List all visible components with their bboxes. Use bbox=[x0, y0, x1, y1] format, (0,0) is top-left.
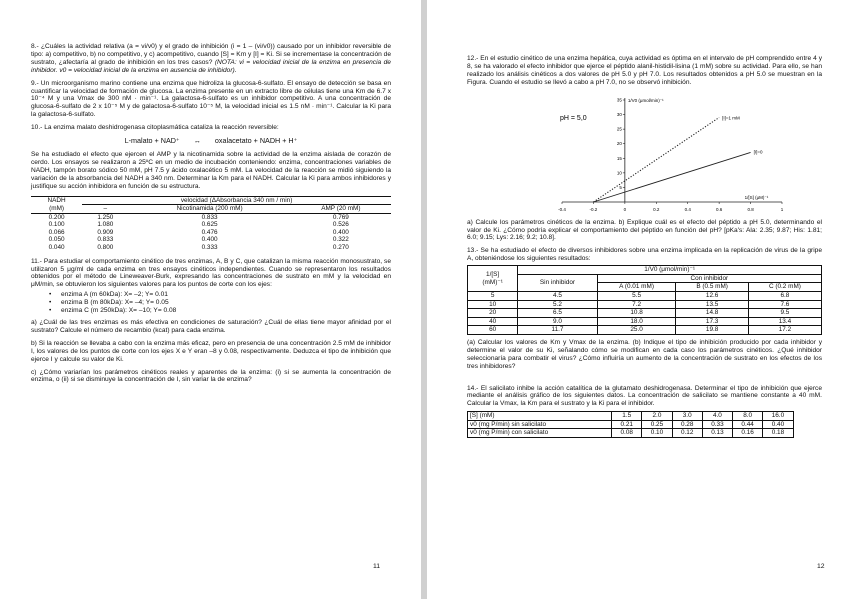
question-12: 12.- En el estudio cinético de una enzima hepática, cuya actividad es óptima en el intervalo de pH comprendido entre 4 y 8, se ha valorado el efecto inhibidor que ejerce el péptido alanil-histidil-lisina (1 mM) sobre su actividad. Para ello, se han realizado los análisis cinéticos a dos valores de pH 5.0 y pH 7.0. Los resultados obtenidos a pH 5.0 se muestran en la Figura. Cuando el estudio se llevó a cabo a pH 7.0, no se observó inhibición. bbox=[467, 55, 822, 86]
table-cell: 4.0 bbox=[702, 412, 732, 421]
table-cell: 0.526 bbox=[332, 221, 349, 229]
table-header-mm: (mM) bbox=[31, 205, 82, 214]
table-cell: 0.270 bbox=[332, 244, 349, 252]
table-cell: 1.080 bbox=[97, 221, 114, 229]
y-tick-label: 35 bbox=[616, 97, 622, 103]
table-cell: 25.0 bbox=[597, 326, 676, 335]
x-tick-label: 0.4 bbox=[684, 206, 691, 212]
table-cell: v0 (mg P/min) con salicilato bbox=[468, 429, 612, 438]
table-cell: 18.0 bbox=[597, 317, 676, 326]
table-header-con: Con inhibidor bbox=[597, 274, 821, 283]
question-13: 13.- Se ha estudiado el efecto de diversos inhibidores sobre una enzima implicada en la replicación de virus de la gripe A, obteniéndose los siguientes resultados: bbox=[467, 247, 822, 263]
table-cell: 4.5 bbox=[518, 291, 597, 300]
table-cell: v0 (mg P/min) sin salicilato bbox=[468, 420, 612, 429]
list-item: • enzima B (m 80kDa): X= –4; Y= 0.05 bbox=[49, 299, 391, 307]
table-cell: 7.2 bbox=[597, 300, 676, 309]
table-cell: 0.16 bbox=[733, 429, 763, 438]
table-cell: 0.040 bbox=[48, 244, 65, 252]
question-9: 9.- Un microorganismo marino contiene una enzima que hidroliza la glucosa-6-sulfato. El ensayo de detección se basa en cuantificar la velocidad de formación de glucosa. La enzima presente en un extracto libre de células tiene una Km de 6.7 x 10⁻⁴ M y una Vmax de 300 nM · min⁻¹. La galactosa-6-sulfato es un inhibidor competitivo. A una concentración de glucosa-6-sulfato de 2 x 10⁻⁵ M y de galactosa-6-sulfato 10⁻⁵ M, la velocidad inicial es 1.5 nM · min⁻¹. Calcular la Ki para la galactosa-6-sulfato. bbox=[31, 79, 391, 119]
enzyme-list bbox=[49, 291, 391, 315]
table-cell: 0.08 bbox=[612, 429, 642, 438]
right-page bbox=[427, 0, 848, 599]
y-axis-label: 1/V0 (μmol/min)⁻¹ bbox=[627, 97, 664, 103]
table-cell: 0.18 bbox=[763, 429, 793, 438]
table-cell: 5.5 bbox=[597, 291, 676, 300]
table-row bbox=[468, 429, 794, 438]
table-cell: 0.200 bbox=[48, 213, 65, 221]
table-header-v: 1/V0 (μmol/min)⁻¹ bbox=[518, 266, 822, 275]
table-cell: 0.33 bbox=[702, 420, 732, 429]
table-cell: 0.28 bbox=[672, 420, 702, 429]
table-cell: 3.0 bbox=[672, 412, 702, 421]
question-14: 14.- El salicilato inhibe la acción catalítica de la glutamato deshidrogenasa. Determinar el tipo de inhibición que ejerce mediante el análisis gráfico de los siguientes datos. La concentración de salicilato se mantiene constante a 40 mM. Calcular la Vmax, la Km para el sustrato y la Ki para el inhibidor. bbox=[467, 384, 822, 408]
table-cell: 8.0 bbox=[733, 412, 763, 421]
table-cell: 1.5 bbox=[612, 412, 642, 421]
x-tick-label: 1 bbox=[780, 206, 784, 212]
question-11: 11.- Para estudiar el comportamiento cinético de tres enzimas, A, B y C, que catalizan la misma reacción monosustrato, se utilizaron 5 μg/ml de cada enzima en tres ensayos cinéticos independientes. Cuando se representaron los resultados obtenidos por el método de Lineweaver-Burk, expresando las concentraciones de sustrato en mM y la velocidad en μM/min, se obtuvieron los siguientes valores para los puntos de corte con los ejes: bbox=[31, 257, 391, 289]
table-cell: 20 bbox=[468, 309, 518, 318]
header-s: 1/[S] bbox=[486, 270, 500, 278]
y-tick-label: 25 bbox=[616, 126, 622, 132]
table-cell: 0.21 bbox=[612, 420, 642, 429]
table-row bbox=[31, 229, 391, 237]
table-cell: 6.8 bbox=[748, 291, 821, 300]
table-row bbox=[31, 213, 391, 221]
chart-title: pH = 5,0 bbox=[560, 114, 587, 122]
table-cell: 17.2 bbox=[748, 326, 821, 335]
y-tick-label: 5 bbox=[619, 184, 622, 190]
equation-reactants: L-malato + NAD⁺ bbox=[124, 136, 180, 146]
x-tick-label: 0.6 bbox=[716, 206, 723, 212]
table-row bbox=[468, 412, 794, 421]
question-10: 10.- La enzima malato deshidrogenasa citoplasmática cataliza la reacción reversible: bbox=[31, 124, 279, 132]
table-cell: 0.100 bbox=[48, 221, 65, 229]
table-cell: 17.3 bbox=[676, 317, 748, 326]
table-header-c: C (0.2 mM) bbox=[748, 283, 821, 292]
question-11a: a) ¿Cuál de las tres enzimas es más efectiva en condiciones de saturación? ¿Cuál de ellas tiene mayor afinidad por el sustrato? Calcule el número de recambio (kcat) para cada enzima. bbox=[31, 319, 391, 334]
table-row bbox=[468, 326, 822, 335]
table-cell: 0.625 bbox=[201, 221, 218, 229]
question-8-note: (NOTA: vi = velocidad inicial de la enzima en presencia de inhibidor. v0 = velocidad inicial de la enzima en ausencia de inhibidor). bbox=[31, 58, 391, 74]
table-row bbox=[468, 309, 822, 318]
reaction-equation bbox=[31, 137, 391, 145]
y-tick-label: 15 bbox=[616, 155, 622, 161]
table-header-none: – bbox=[82, 205, 128, 214]
series-label: [I]=0 bbox=[753, 149, 763, 155]
table-cell: 10.8 bbox=[597, 309, 676, 318]
table-cell: 0.476 bbox=[201, 228, 218, 236]
table-cell: 2.0 bbox=[642, 412, 672, 421]
table-cell: 0.13 bbox=[702, 429, 732, 438]
table-cell: 10 bbox=[468, 300, 518, 309]
table-cell: 13.4 bbox=[748, 317, 821, 326]
table-cell: 6.5 bbox=[518, 309, 597, 318]
table-cell: 14.8 bbox=[676, 309, 748, 318]
table-row bbox=[31, 244, 391, 252]
table-cell: 0.833 bbox=[97, 236, 114, 244]
y-tick-label: 30 bbox=[616, 111, 622, 117]
equation-arrow: ↔ bbox=[193, 136, 201, 146]
table-cell: 7.6 bbox=[748, 300, 821, 309]
inhibitor-table bbox=[467, 265, 822, 335]
table-row bbox=[468, 420, 794, 429]
table-row bbox=[31, 221, 391, 229]
table-cell: 0.10 bbox=[642, 429, 672, 438]
question-12-body: a) Calcule los parámetros cinéticos de la enzima. b) Explique cuál es el efecto del péptido a pH 5.0, determinando el valor de Ki. ¿Cómo podría explicar el comportamiento del péptido en función del pH? [pKa's: Ala: 2.35; 9.87; His: 1.81; 6.0; 9.15; Lys: 2.16; 9.2; 10.8]. bbox=[467, 218, 822, 242]
table-cell: 0.066 bbox=[48, 228, 65, 236]
table-header-sin: Sin inhibidor bbox=[518, 274, 597, 291]
x-tick-label: 0.8 bbox=[747, 206, 754, 212]
left-page-content bbox=[31, 43, 391, 389]
table-cell: 0.909 bbox=[97, 228, 114, 236]
table-cell: 0.400 bbox=[332, 228, 349, 236]
x-tick-label: -0.4 bbox=[558, 206, 566, 212]
table-header-nadh: NADH bbox=[47, 196, 66, 204]
table-cell: 9.5 bbox=[748, 309, 821, 318]
y-tick-label: 10 bbox=[616, 169, 622, 175]
table-cell: 0.769 bbox=[332, 213, 349, 221]
x-tick-label: -0.2 bbox=[589, 206, 598, 212]
list-item: • enzima C (m 250kDa): X= –10; Y= 0.08 bbox=[49, 307, 391, 315]
question-11b: b) Si la reacción se llevaba a cabo con la enzima más eficaz, pero en presencia de una concentración 2.5 mM de inhibidor I, los valores de los puntos de corte con los ejes X e Y eran –8 y 0.08, respectivamente. Deduzca el tipo de inhibición que ejerce I y calcule su valor de Ki. bbox=[31, 339, 391, 363]
table-cell: 0.322 bbox=[332, 236, 349, 244]
table-cell: 1.250 bbox=[97, 213, 114, 221]
table-row bbox=[31, 236, 391, 244]
lineweaver-burk-chart bbox=[467, 92, 822, 217]
list-item: • enzima A (m 60kDa): X= –2; Y= 0.01 bbox=[49, 291, 391, 299]
header-s-unit: (mM)⁻¹ bbox=[482, 278, 503, 286]
nadh-velocity-table bbox=[31, 196, 391, 252]
table-cell: 0.25 bbox=[642, 420, 672, 429]
question-10-body: Se ha estudiado el efecto que ejercen el AMP y la nicotinamida sobre la actividad de la enzima aislada de corazón de cerdo. Los ensayos se realizaron a 25ºC en un medio de incubación conteniendo: enzima, concentraciones variables de NADH, tampón borato sódico 50 mM, pH 7.5 y ácido oxalacético 5 mM. La velocidad de la reacción se midió siguiendo la variación de la absorbancia del NADH a 340 nm. Determinar la Km para el NADH. Calcular la Ki para ambos inhibidores y justifique su acción inhibidora en función de su estructura. bbox=[31, 150, 391, 190]
table-cell: 0.44 bbox=[733, 420, 763, 429]
question-8: 8.- ¿Cuáles la actividad relativa (a = vi/v0) y el grado de inhibición (i = 1 – (vi/v0)) causado por un inhibidor reversible de tipo: a) competitivo, b) no competitivo, y c) acompetitivo, cuando [S] = Km y [I] = Ki. Si se incrementase la concentración de sustrato, ¿afectaría al grado de inhibición en los tres casos? (NOTA: vi = velocidad inicial de la enzima en presencia de inhibidor. v0 = velocidad inicial de la enzima en ausencia de inhibidor). bbox=[31, 43, 391, 74]
table-cell: 5.2 bbox=[518, 300, 597, 309]
table-header-s bbox=[468, 266, 518, 292]
series-line bbox=[593, 117, 719, 202]
chart-svg bbox=[467, 92, 822, 217]
table-cell: 13.5 bbox=[676, 300, 748, 309]
page-number: 12 bbox=[817, 563, 825, 570]
table-cell: 0.400 bbox=[201, 236, 218, 244]
table-cell: 9.0 bbox=[518, 317, 597, 326]
table-header-a: A (0.01 mM) bbox=[597, 283, 676, 292]
table-cell: 0.833 bbox=[201, 213, 218, 221]
x-tick-label: 0 bbox=[623, 206, 627, 212]
table-row bbox=[468, 317, 822, 326]
table-cell: 16.0 bbox=[763, 412, 793, 421]
question-11c: c) ¿Cómo variarían los parámetros cinéticos reales y aparentes de la enzima: (i) si se aumenta la concentración de enzima, o (ii) si se disminuye la concentración de I, sin variar la de enzima? bbox=[31, 368, 391, 384]
table-cell: 0.40 bbox=[763, 420, 793, 429]
table-cell: 11.7 bbox=[518, 326, 597, 335]
page-number: 11 bbox=[373, 563, 381, 570]
table-cell: 0.333 bbox=[201, 244, 218, 252]
equation-products: oxalacetato + NADH + H⁺ bbox=[214, 136, 298, 146]
table-cell: 0.12 bbox=[672, 429, 702, 438]
x-axis-label: 1/[S] (μM)⁻¹ bbox=[744, 194, 769, 200]
table-cell: 40 bbox=[468, 317, 518, 326]
table-header-amp: AMP (20 mM) bbox=[291, 205, 391, 214]
nadh-table-body bbox=[31, 213, 391, 251]
table-cell: 0.050 bbox=[48, 236, 65, 244]
table-cell: 0.800 bbox=[97, 244, 114, 252]
question-13-body: (a) Calcular los valores de Km y Vmax de la enzima. (b) Indique el tipo de inhibición producido por cada inhibidor y determine el valor de su Ki, señalando cómo se modifican en cada caso los parámetros cinéticos. ¿Qué inhibidor seleccionaría para combatir el virus? ¿Cómo influiría un aumento de la concentración de sustrato en los efectos de los tres inhibidores? bbox=[467, 338, 822, 370]
table-cell: 5 bbox=[468, 291, 518, 300]
table-cell: 19.8 bbox=[676, 326, 748, 335]
table-header-velocity: velocidad (ΔAbsorbancia 340 nm / min) bbox=[82, 196, 391, 205]
series-label: [I]=1 mM bbox=[722, 115, 740, 121]
table-cell: [S] (mM) bbox=[468, 412, 612, 421]
table-row bbox=[468, 300, 822, 309]
y-tick-label: 20 bbox=[616, 140, 622, 146]
x-tick-label: 0.2 bbox=[653, 206, 660, 212]
inhibitor-table-body bbox=[468, 291, 822, 334]
table-header-nicotinamide: Nicotinamida (200 mM) bbox=[128, 205, 290, 214]
table-row bbox=[468, 291, 822, 300]
salicylate-table-body bbox=[468, 412, 794, 438]
table-cell: 12.6 bbox=[676, 291, 748, 300]
left-page bbox=[0, 0, 421, 599]
salicylate-table bbox=[467, 411, 794, 438]
table-cell: 60 bbox=[468, 326, 518, 335]
right-page-content bbox=[467, 55, 822, 438]
table-header-b: B (0.5 mM) bbox=[676, 283, 748, 292]
